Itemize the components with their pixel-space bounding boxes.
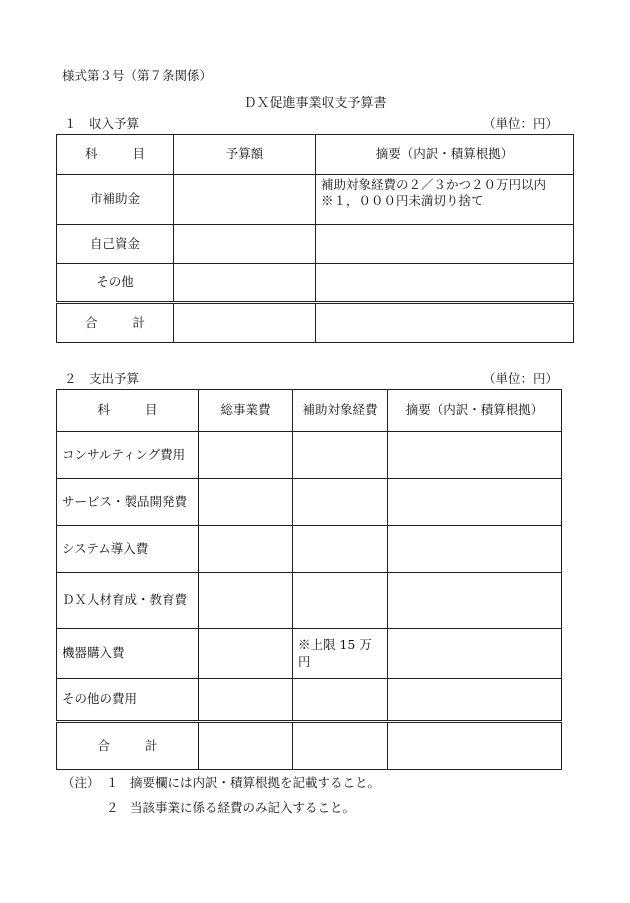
table-row	[57, 679, 562, 722]
income-unit: （単位：円）	[482, 116, 558, 131]
total-cost-cell[interactable]	[199, 629, 293, 679]
eligible-cost-cell[interactable]	[293, 573, 388, 629]
total-note-cell[interactable]	[316, 303, 574, 343]
header-cell: 摘要（内訳・積算根拠）	[388, 390, 562, 432]
document-title: ＤＸ促進事業収支予算書	[243, 96, 387, 111]
table-row	[57, 479, 562, 526]
income-heading: １ 収入予算	[64, 116, 140, 131]
item-cell: サービス・製品開発費	[57, 479, 199, 526]
item-cell: ＤＸ人材育成・教育費	[57, 573, 199, 629]
total-row	[57, 303, 574, 343]
total-amount-cell[interactable]	[174, 303, 316, 343]
amount-cell[interactable]	[174, 225, 316, 264]
amount-cell[interactable]	[174, 264, 316, 303]
item-cell: 自己資金	[57, 225, 174, 264]
note-cell[interactable]	[388, 526, 562, 573]
item-cell: システム導入費	[57, 526, 199, 573]
total-cost-cell[interactable]	[199, 679, 293, 722]
total-cost-cell[interactable]	[199, 526, 293, 573]
header-cell: 補助対象経費	[293, 390, 388, 432]
note-cell[interactable]	[388, 629, 562, 679]
item-cell: その他	[57, 264, 174, 303]
table-row	[57, 264, 574, 303]
note-cell[interactable]	[388, 573, 562, 629]
header-cell: 総事業費	[199, 390, 293, 432]
total-label: 合 計	[57, 303, 174, 343]
note-text: 摘要欄には内訳・積算根拠を記載すること。	[130, 775, 381, 790]
note-prefix: （注）	[62, 775, 100, 790]
table-row	[57, 175, 574, 225]
total-cost-cell[interactable]	[199, 722, 293, 770]
note-line: 補助対象経費の２／３かつ２０万円以内	[321, 177, 547, 192]
item-cell: コンサルティング費用	[57, 432, 199, 479]
item-cell: その他の費用	[57, 679, 199, 722]
table-row	[57, 526, 562, 573]
amount-cell[interactable]	[174, 175, 316, 225]
income-header-row	[57, 135, 574, 175]
header-cell: 科 目	[57, 135, 174, 175]
table-row	[57, 225, 574, 264]
expense-unit: （単位：円）	[482, 371, 558, 386]
note-cell[interactable]	[388, 479, 562, 526]
expense-header-row	[57, 390, 562, 432]
eligible-cost-cell[interactable]: ※上限 15 万円	[293, 629, 388, 679]
note-num: ２	[106, 800, 119, 815]
item-cell: 市補助金	[57, 175, 174, 225]
total-label: 合 計	[57, 722, 199, 770]
eligible-cost-cell[interactable]	[293, 679, 388, 722]
total-cost-cell[interactable]	[199, 432, 293, 479]
form-number: 様式第３号（第７条関係）	[62, 68, 213, 83]
note-num: １	[106, 775, 119, 790]
eligible-cost-cell[interactable]	[293, 479, 388, 526]
income-table	[56, 134, 574, 343]
note-text: 当該事業に係る経費のみ記入すること。	[130, 800, 356, 815]
table-row	[57, 629, 562, 679]
table-row	[57, 432, 562, 479]
eligible-cost-cell[interactable]	[293, 432, 388, 479]
note-line: ※１，０００円未満切り捨て	[321, 193, 484, 209]
note-cell[interactable]	[388, 679, 562, 722]
total-cost-cell[interactable]	[199, 573, 293, 629]
total-row	[57, 722, 562, 770]
note-cell[interactable]	[316, 175, 574, 225]
note-cell[interactable]	[316, 264, 574, 303]
header-cell: 科 目	[57, 390, 199, 432]
table-row	[57, 573, 562, 629]
item-cell: 機器購入費	[57, 629, 199, 679]
header-cell: 摘要（内訳・積算根拠）	[316, 135, 574, 175]
expense-heading: ２ 支出予算	[64, 371, 140, 386]
expense-table	[56, 389, 562, 770]
header-cell: 予算額	[174, 135, 316, 175]
eligible-cost-cell[interactable]	[293, 526, 388, 573]
total-cost-cell[interactable]	[199, 479, 293, 526]
total-note-cell[interactable]	[388, 722, 562, 770]
note-cell[interactable]	[316, 225, 574, 264]
eligible-total-cell[interactable]	[293, 722, 388, 770]
note-cell[interactable]	[388, 432, 562, 479]
